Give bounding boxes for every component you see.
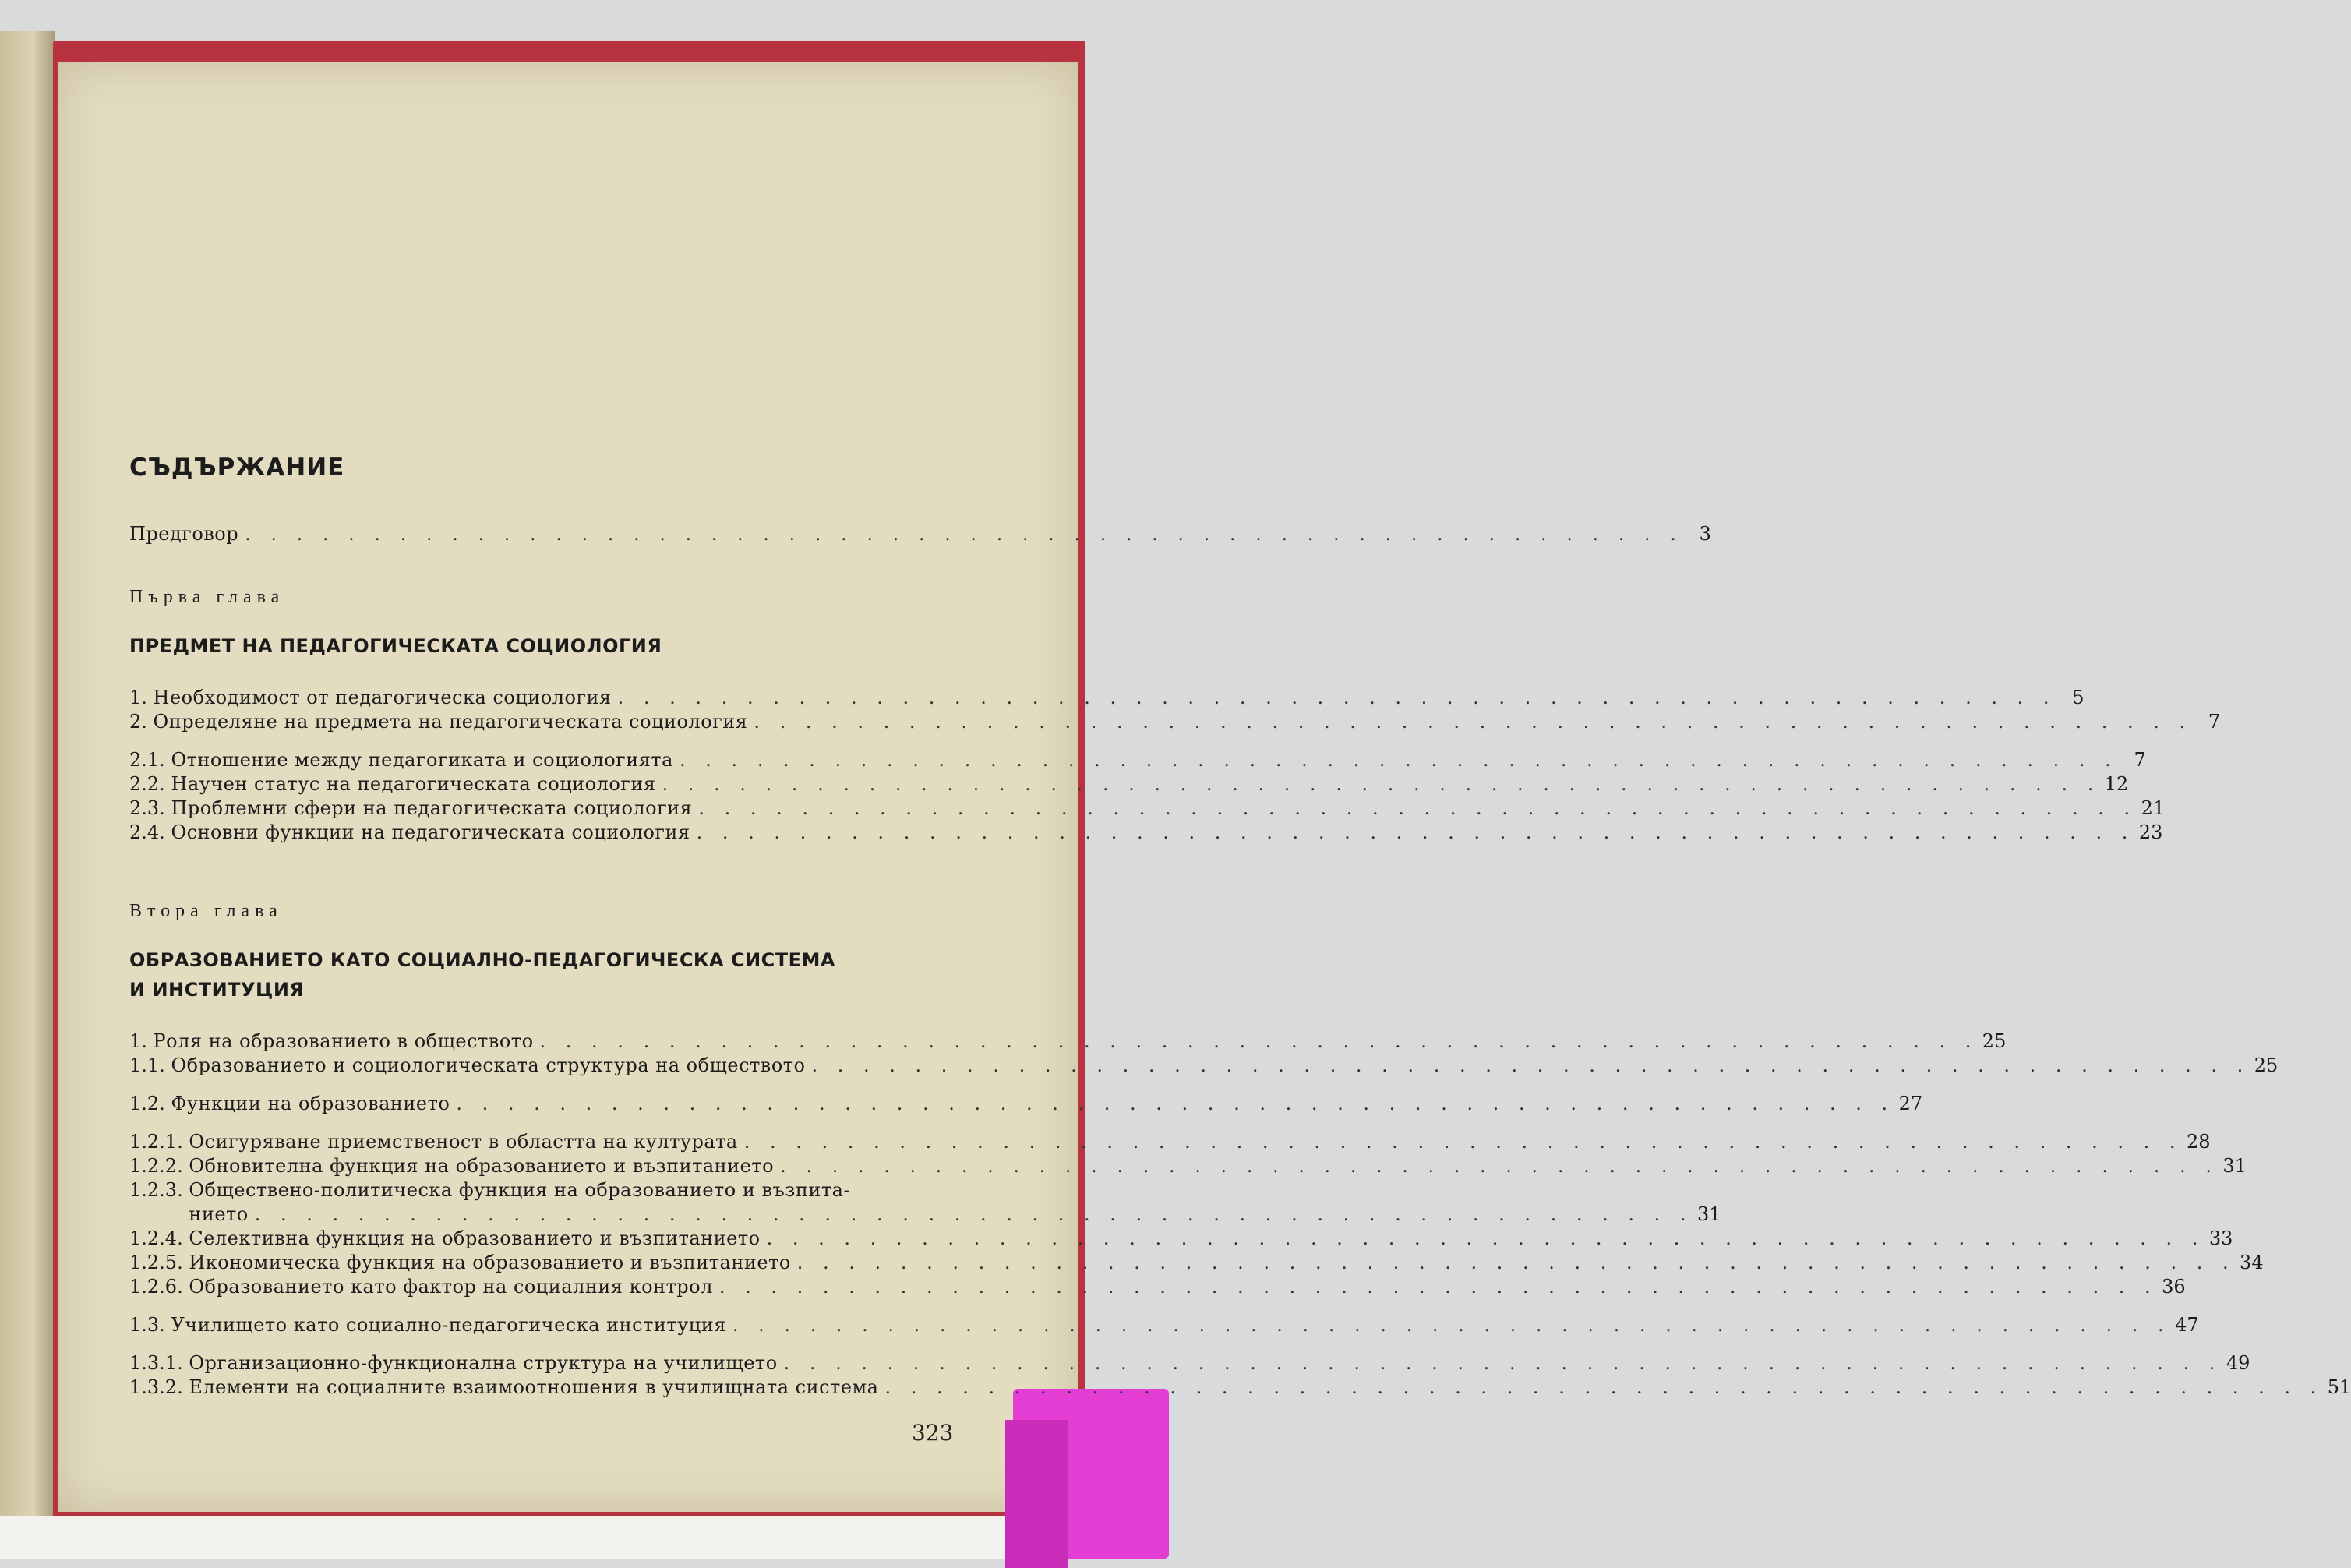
- toc-entry-preface: Предговор . . . 3: [129, 522, 955, 546]
- table-of-contents: [129, 454, 2351, 1400]
- toc-entry-continuation: нието . . . 31: [129, 1202, 955, 1227]
- toc-entry: 1.1. Образованието и социологическата структура на обществото . . . 25: [129, 1054, 955, 1078]
- facing-page-edge: [0, 31, 55, 1535]
- toc-entry: 1.2.2. Обновителна функция на образованието и възпитанието . . . 31: [129, 1154, 955, 1178]
- pink-object: [1013, 1389, 1169, 1559]
- chapter-1-title: ПРЕДМЕТ НА ПЕДАГОГИЧЕСКАТА СОЦИОЛОГИЯ: [129, 635, 662, 657]
- toc-entry: 2.2. Научен статус на педагогическата социология . . . 12: [129, 772, 955, 796]
- chapter-2-title: ОБРАЗОВАНИЕТО КАТО СОЦИАЛНО-ПЕДАГОГИЧЕСКА СИСТЕМА И ИНСТИТУЦИЯ: [129, 949, 836, 1001]
- chapter-2-label: Втора глава: [129, 901, 283, 921]
- toc-entry: 1.2.1. Осигуряване приемственост в областта на културата . . . 28: [129, 1130, 955, 1154]
- toc-entry: 2. Определяне на предмета на педагогическата социология . . . 7: [129, 710, 955, 734]
- toc-entry: 1.2. Функции на образованието . . . 27: [129, 1092, 955, 1116]
- toc-entry: 1.3. Училището като социално-педагогическа институция . . . 47: [129, 1313, 955, 1337]
- toc-entry: 1. Роля на образованието в обществото . . . 25: [129, 1029, 955, 1054]
- paper-under-book: [0, 1516, 1013, 1559]
- toc-entry: 1.3.2. Елементи на социалните взаимоотношения в училищната система . . . 51: [129, 1376, 955, 1400]
- toc-entry: 2.1. Отношение между педагогиката и социологията . . . 7: [129, 748, 955, 772]
- toc-entry: 1.2.3. Обществено-политическа функция на образованието и възпита-: [129, 1179, 851, 1201]
- toc-title: СЪДЪРЖАНИЕ: [129, 454, 345, 482]
- page-number: 323: [912, 1420, 954, 1446]
- toc-entry: 1.2.4. Селективна функция на образованието и възпитанието . . . 33: [129, 1227, 955, 1251]
- toc-entry: 1.2.6. Образованието като фактор на социалния контрол . . . 36: [129, 1275, 955, 1299]
- toc-entry: 2.4. Основни функции на педагогическата социология . . . 23: [129, 821, 955, 845]
- chapter-1-label: Първа глава: [129, 587, 285, 607]
- toc-entry: 1.2.5. Икономическа функция на образованието и възпитанието . . . 34: [129, 1251, 955, 1275]
- toc-entry: 1. Необходимост от педагогическа социология . . . 5: [129, 686, 955, 710]
- toc-entry: 1.3.1. Организационно-функционална структура на училището . . . 49: [129, 1351, 955, 1376]
- toc-entry: 2.3. Проблемни сфери на педагогическата социология . . . 21: [129, 796, 955, 821]
